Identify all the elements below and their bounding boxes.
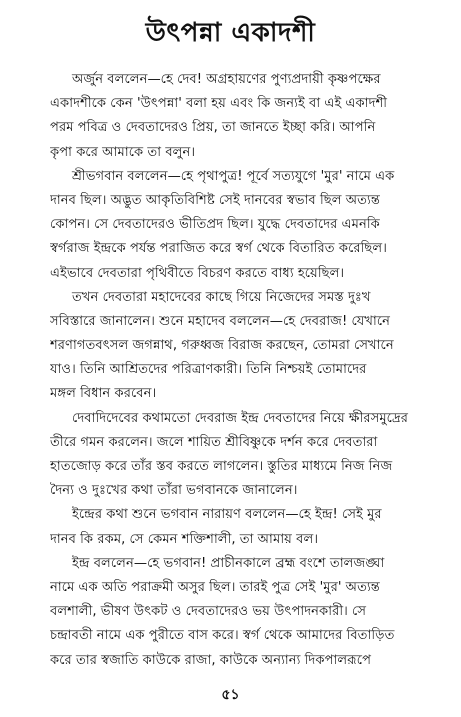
- text-line: এইভাবে দেবতারা পৃথিবীতে বিচরণ করতে বাধ্য হয়েছিল।: [50, 265, 345, 281]
- text-line: একাদশীকে কেন 'উৎপন্না' বলা হয় এবং কি জন্যই বা এই একাদশী: [50, 96, 388, 112]
- body-text: [50, 68, 440, 673]
- text-line: তীরে গমন করলেন। জলে শায়িত শ্রীবিষ্ণুকে দর্শন করে দেবতারা: [50, 434, 378, 450]
- text-line: কৃপা করে আমাকে তা বলুন।: [50, 144, 196, 160]
- text-line: কোপন। সে দেবতাদেরও ভীতিপ্রদ ছিল। যুদ্ধে দেবতাদের এমনকি: [50, 217, 380, 233]
- text-line: ইন্দ্রের কথা শুনে ভগবান নারায়ণ বললেন—হে ইন্দ্র! সেই মুর: [72, 507, 382, 523]
- text-line: পরম পবিত্র ও দেবতাদেরও প্রিয়, তা জানতে ইচ্ছা করি। আপনি: [50, 120, 376, 136]
- text-line: চন্দ্রাবতী নামে এক পুরীতে বাস করে। স্বর্গ থেকে আমাদের বিতাড়িত: [50, 628, 395, 644]
- text-line: করে তার স্বজাতি কাউকে রাজা, কাউকে অন্যান্য দিকপালরূপে: [50, 652, 372, 668]
- text-line: যাও। তিনি আশ্রিতদের পরিত্রাণকারী। তিনি নিশ্চয়ই তোমাদের: [50, 362, 367, 378]
- text-line: বলশালী, ভীষণ উৎকট ও দেবতাদেরও ভয় উৎপাদনকারী। সে: [50, 604, 367, 620]
- text-line: মঙ্গল বিধান করবেন।: [50, 386, 157, 402]
- page-number: ৫১: [221, 687, 240, 703]
- text-line: হাতজোড় করে তাঁর স্তব করতে লাগলেন। স্তুতির মাধ্যমে নিজ নিজ: [50, 459, 393, 474]
- text-line: দানব কি রকম, সে কেমন শক্তিশালী, তা আমায় বল।: [50, 531, 319, 547]
- text-line: তখন দেবতারা মহাদেবের কাছে গিয়ে নিজেদের সমস্ত দুঃখ: [72, 289, 371, 305]
- text-line: দৈন্য ও দুঃখের কথা তাঁরা ভগবানকে জানালেন।: [50, 483, 298, 499]
- text-line: দানব ছিল। অদ্ভুত আকৃতিবিশিষ্ট সেই দানবের স্বভাব ছিল অত্যন্ত: [50, 192, 380, 208]
- text-line: ইন্দ্র বললেন—হে ভগবান! প্রাচীনকালে ব্রহ্ম বংশে তালজঙ্ঘা: [72, 555, 385, 571]
- text-line: শরণাগতবৎসল জগন্নাথ, গরুধ্বজ বিরাজ করছেন, তোমরা সেখানে: [50, 338, 394, 354]
- page-title: উৎপন্না একাদশী: [145, 18, 316, 48]
- text-line: সবিস্তারে জানালেন। শুনে মহাদেব বললেন—হে দেবরাজ! যেখানে: [50, 313, 391, 329]
- text-line: স্বর্গরাজ ইন্দ্রকে পর্যন্ত পরাজিত করে স্বর্গ থেকে বিতারিত করেছিল।: [50, 241, 387, 257]
- text-line: অর্জুন বললেন—হে দেব! অগ্রহায়ণের পুণ্যপ্রদায়ী কৃষ্ণপক্ষের: [72, 72, 381, 87]
- text-line: দেবাদিদেবের কথামতো দেবরাজ ইন্দ্র দেবতাদের নিয়ে ক্ষীরসমুদ্রের: [72, 410, 408, 426]
- text-line: শ্রীভগবান বললেন—হে পৃথাপুত্র! পূর্বে সত্যযুগে 'মুর' নামে এক: [72, 168, 395, 184]
- text-line: নামে এক অতি পরাক্রমী অসুর ছিল। তারই পুত্র সেই 'মুর' অত্যন্ত: [50, 579, 380, 595]
